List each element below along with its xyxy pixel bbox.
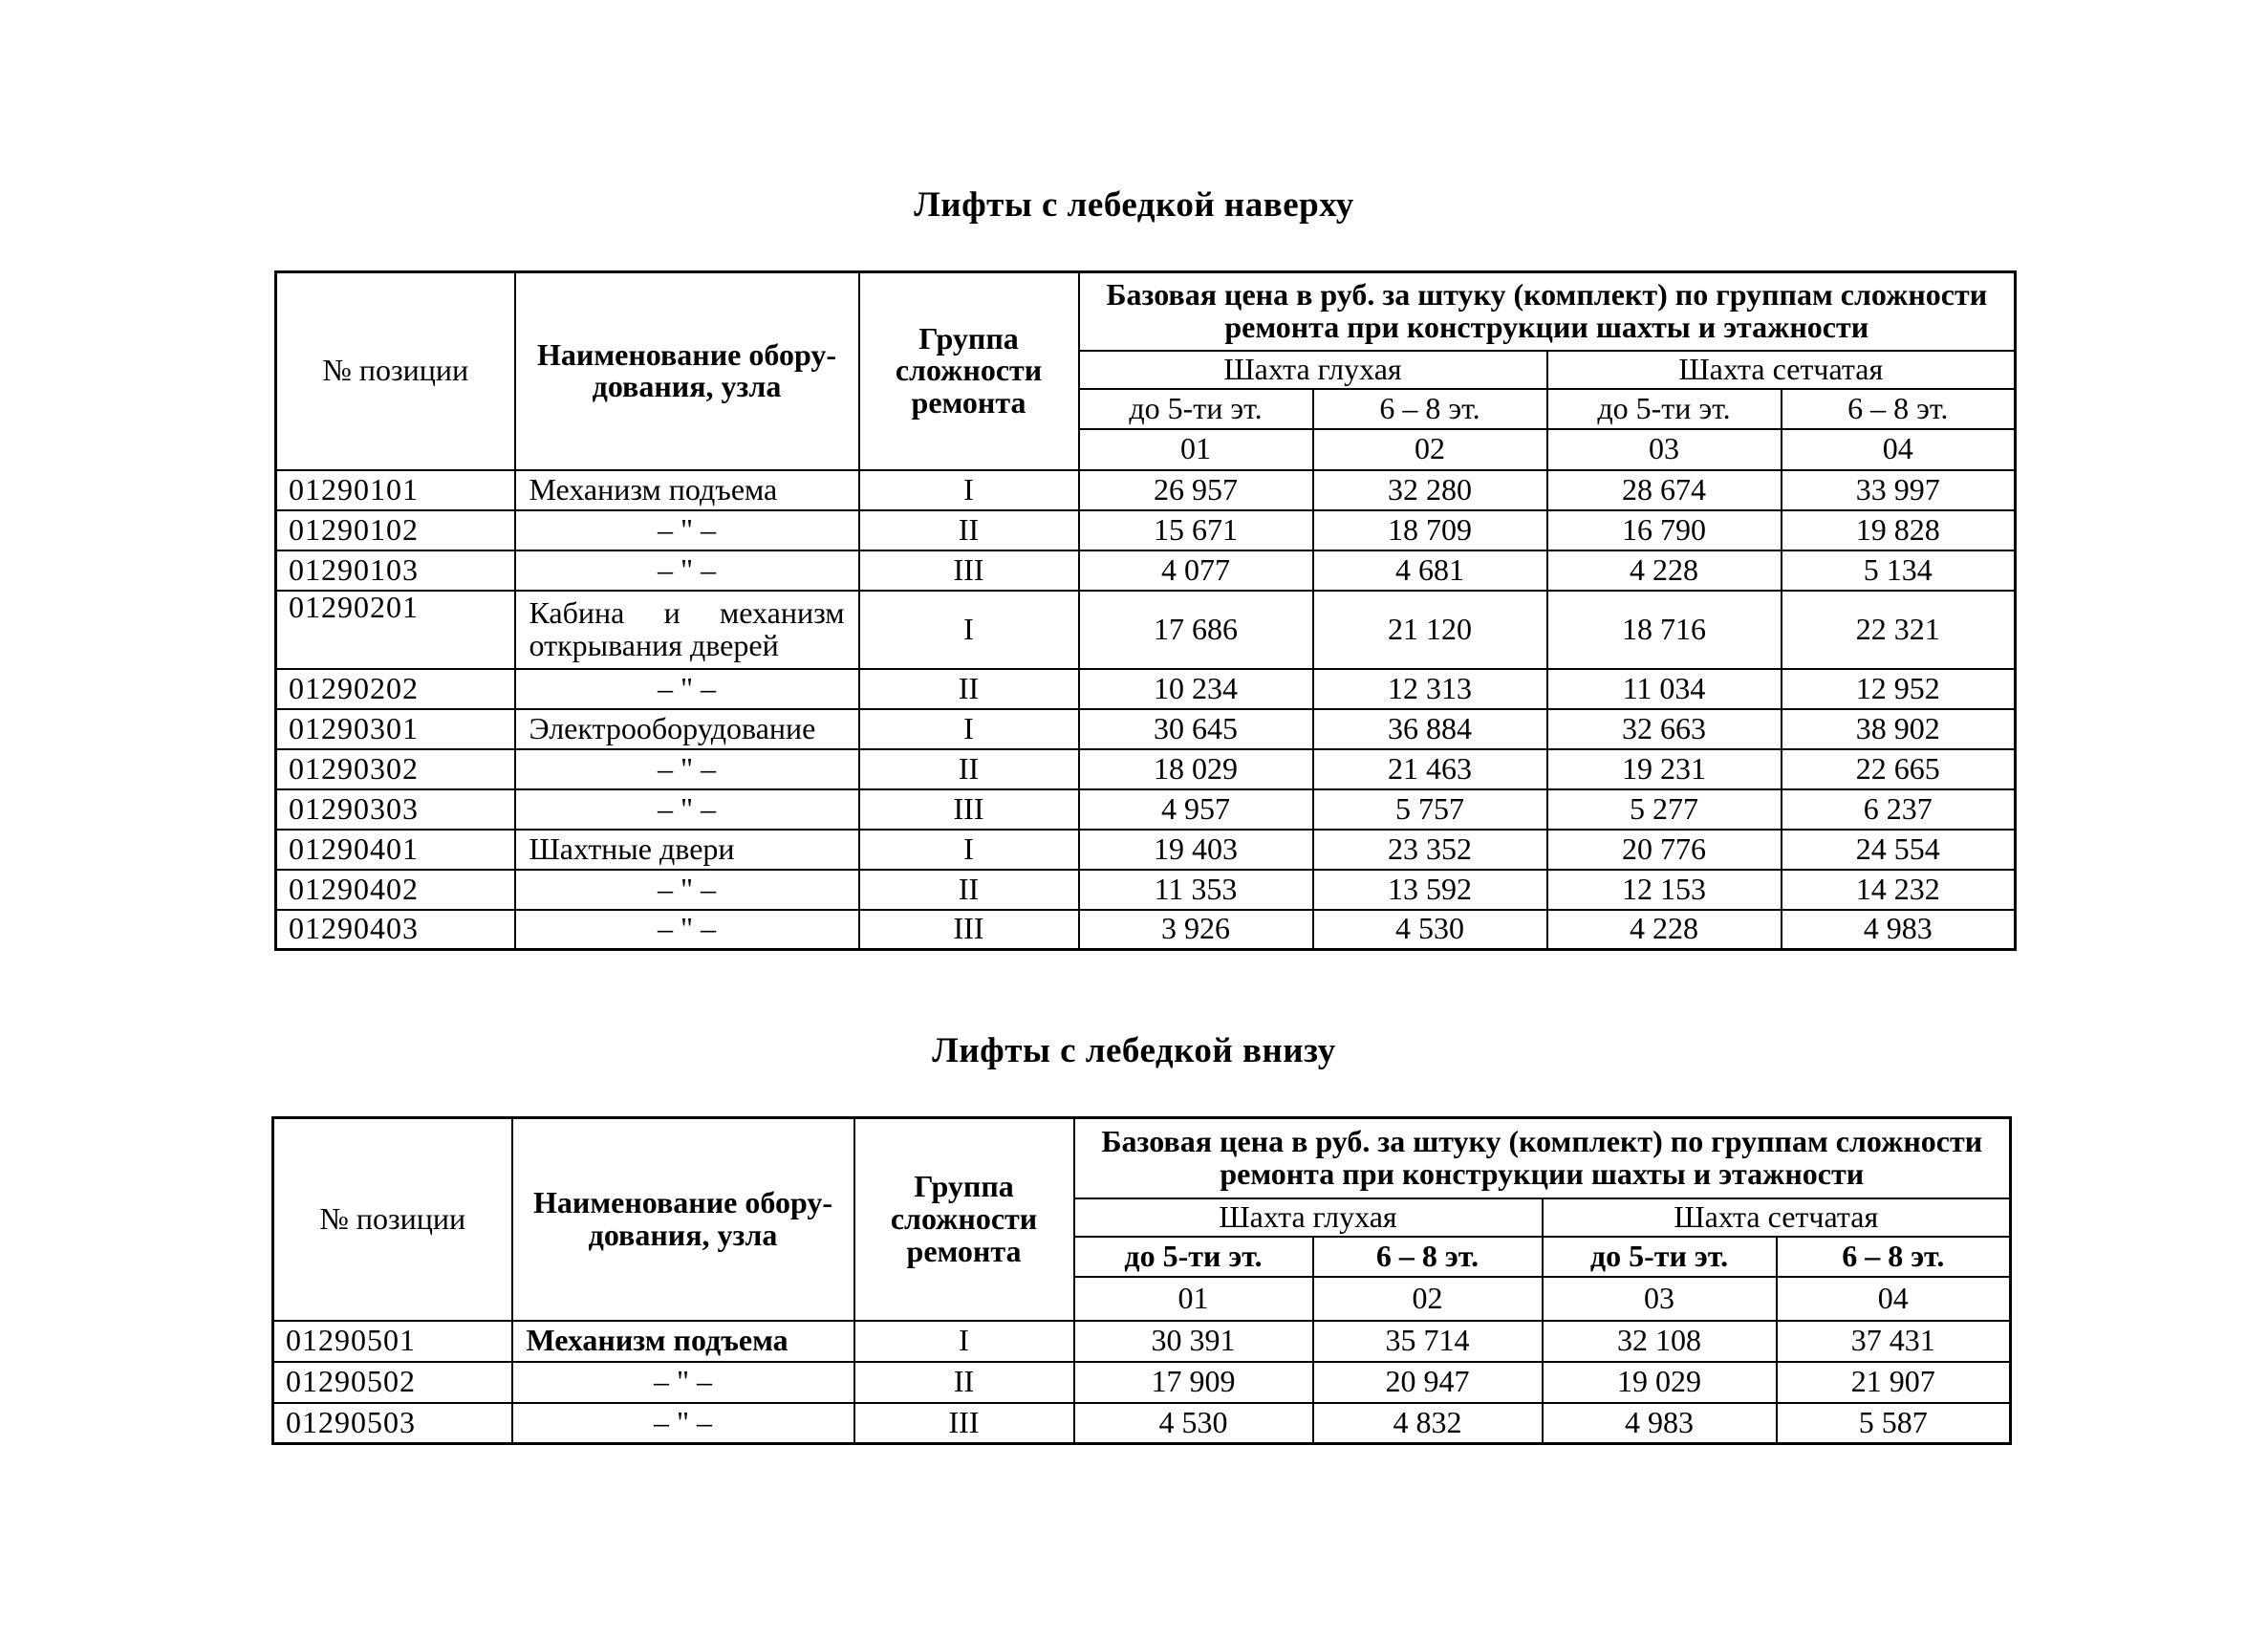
header-position: № позиции	[273, 1118, 512, 1321]
equipment-name: Электрооборудование	[515, 709, 859, 749]
header-column-code: 02	[1313, 1277, 1543, 1321]
header-column-code: 03	[1547, 429, 1782, 470]
repair-group: I	[859, 470, 1079, 510]
position-code: 01290301	[276, 709, 515, 749]
header-shaft-solid: Шахта глухая	[1079, 351, 1547, 389]
price-cell: 12 952	[1782, 669, 2016, 709]
repair-group: II	[859, 669, 1079, 709]
price-cell: 18 716	[1547, 591, 1782, 669]
price-cell: 4 228	[1547, 550, 1782, 591]
header-floors: 6 – 8 эт.	[1777, 1237, 2011, 1277]
repair-group: II	[854, 1362, 1074, 1403]
header-column-code: 03	[1543, 1277, 1777, 1321]
price-table-top-winch	[274, 270, 2017, 951]
price-cell: 13 592	[1313, 870, 1547, 910]
table-row	[276, 910, 2016, 950]
price-cell: 4 681	[1313, 550, 1547, 591]
price-cell: 21 120	[1313, 591, 1547, 669]
equipment-name: – " –	[515, 910, 859, 950]
price-cell: 32 108	[1543, 1321, 1777, 1362]
table-row	[276, 830, 2016, 870]
header-column-code: 01	[1079, 429, 1313, 470]
price-cell: 18 029	[1079, 749, 1313, 789]
header-column-code: 04	[1782, 429, 2016, 470]
repair-group: III	[859, 550, 1079, 591]
repair-group: I	[859, 830, 1079, 870]
position-code: 01290201	[276, 591, 515, 669]
repair-group: II	[859, 870, 1079, 910]
header-floors: 6 – 8 эт.	[1313, 1237, 1543, 1277]
header-column-code: 04	[1777, 1277, 2011, 1321]
price-cell: 4 530	[1074, 1403, 1313, 1444]
equipment-name: Шахтные двери	[515, 830, 859, 870]
equipment-name: Кабина и механизм открывания дверей	[515, 591, 859, 669]
table-row	[276, 749, 2016, 789]
header-repair-group: Группа сложности ремонта	[854, 1118, 1074, 1321]
header-base-price: Базовая цена в руб. за штуку (комплект) по группам сложности ремонта при конструкции шахты и этажности	[1079, 272, 2016, 351]
price-cell: 4 983	[1782, 910, 2016, 950]
price-cell: 32 663	[1547, 709, 1782, 749]
price-cell: 19 029	[1543, 1362, 1777, 1403]
table-row	[276, 470, 2016, 510]
price-cell: 16 790	[1547, 510, 1782, 550]
header-repair-group: Группа сложности ремонта	[859, 272, 1079, 470]
table-row	[276, 709, 2016, 749]
section-title-top-winch: Лифты с лебедкой наверху	[914, 185, 1354, 225]
price-cell: 12 313	[1313, 669, 1547, 709]
price-cell: 33 997	[1782, 470, 2016, 510]
price-cell: 18 709	[1313, 510, 1547, 550]
position-code: 01290503	[273, 1403, 512, 1444]
header-floors: 6 – 8 эт.	[1313, 389, 1547, 429]
header-shaft-solid: Шахта глухая	[1074, 1198, 1543, 1237]
price-cell: 5 757	[1313, 789, 1547, 830]
position-code: 01290502	[273, 1362, 512, 1403]
price-cell: 15 671	[1079, 510, 1313, 550]
equipment-name: – " –	[515, 789, 859, 830]
price-cell: 4 957	[1079, 789, 1313, 830]
price-cell: 3 926	[1079, 910, 1313, 950]
header-floors: до 5-ти эт.	[1547, 389, 1782, 429]
price-cell: 28 674	[1547, 470, 1782, 510]
table-row	[276, 550, 2016, 591]
equipment-name: – " –	[515, 870, 859, 910]
price-cell: 11 034	[1547, 669, 1782, 709]
header-floors: 6 – 8 эт.	[1782, 389, 2016, 429]
price-cell: 17 686	[1079, 591, 1313, 669]
repair-group: III	[859, 910, 1079, 950]
price-cell: 35 714	[1313, 1321, 1543, 1362]
header-equipment-name: Наименование обору-дования, узла	[512, 1118, 854, 1321]
price-cell: 30 645	[1079, 709, 1313, 749]
price-cell: 32 280	[1313, 470, 1547, 510]
equipment-name: – " –	[512, 1403, 854, 1444]
price-cell: 37 431	[1777, 1321, 2011, 1362]
price-cell: 19 403	[1079, 830, 1313, 870]
table-row	[276, 870, 2016, 910]
header-shaft-mesh: Шахта сетчатая	[1547, 351, 2016, 389]
header-shaft-mesh: Шахта сетчатая	[1543, 1198, 2011, 1237]
table-row	[276, 510, 2016, 550]
section-title-bottom-winch: Лифты с лебедкой внизу	[932, 1031, 1336, 1070]
table-row	[273, 1403, 2011, 1444]
repair-group: I	[859, 591, 1079, 669]
price-cell: 4 832	[1313, 1403, 1543, 1444]
equipment-name: – " –	[512, 1362, 854, 1403]
price-cell: 5 134	[1782, 550, 2016, 591]
table-row	[276, 669, 2016, 709]
repair-group: III	[859, 789, 1079, 830]
price-cell: 10 234	[1079, 669, 1313, 709]
price-cell: 20 776	[1547, 830, 1782, 870]
repair-group: II	[859, 749, 1079, 789]
header-base-price: Базовая цена в руб. за штуку (комплект) по группам сложности ремонта при конструкции шахты и этажности	[1074, 1118, 2011, 1198]
equipment-name: – " –	[515, 510, 859, 550]
price-cell: 20 947	[1313, 1362, 1543, 1403]
repair-group: II	[859, 510, 1079, 550]
equipment-name: Механизм подъема	[515, 470, 859, 510]
price-cell: 22 665	[1782, 749, 2016, 789]
header-column-code: 02	[1313, 429, 1547, 470]
position-code: 01290401	[276, 830, 515, 870]
price-cell: 5 277	[1547, 789, 1782, 830]
position-code: 01290103	[276, 550, 515, 591]
price-cell: 5 587	[1777, 1403, 2011, 1444]
price-cell: 30 391	[1074, 1321, 1313, 1362]
repair-group: I	[859, 709, 1079, 749]
table-row	[276, 591, 2016, 669]
position-code: 01290302	[276, 749, 515, 789]
price-cell: 24 554	[1782, 830, 2016, 870]
header-position: № позиции	[276, 272, 515, 470]
position-code: 01290101	[276, 470, 515, 510]
position-code: 01290303	[276, 789, 515, 830]
price-cell: 21 463	[1313, 749, 1547, 789]
table-row	[276, 789, 2016, 830]
price-cell: 26 957	[1079, 470, 1313, 510]
position-code: 01290202	[276, 669, 515, 709]
header-floors: до 5-ти эт.	[1074, 1237, 1313, 1277]
price-cell: 4 983	[1543, 1403, 1777, 1444]
equipment-name: Механизм подъема	[512, 1321, 854, 1362]
table-row	[273, 1321, 2011, 1362]
price-cell: 17 909	[1074, 1362, 1313, 1403]
price-cell: 23 352	[1313, 830, 1547, 870]
header-floors: до 5-ти эт.	[1079, 389, 1313, 429]
price-cell: 36 884	[1313, 709, 1547, 749]
price-cell: 19 828	[1782, 510, 2016, 550]
price-cell: 4 077	[1079, 550, 1313, 591]
price-cell: 14 232	[1782, 870, 2016, 910]
price-table-bottom-winch	[271, 1116, 2012, 1445]
repair-group: I	[854, 1321, 1074, 1362]
position-code: 01290402	[276, 870, 515, 910]
equipment-name: – " –	[515, 669, 859, 709]
position-code: 01290501	[273, 1321, 512, 1362]
price-cell: 38 902	[1782, 709, 2016, 749]
price-cell: 19 231	[1547, 749, 1782, 789]
equipment-name: – " –	[515, 749, 859, 789]
price-cell: 6 237	[1782, 789, 2016, 830]
price-cell: 11 353	[1079, 870, 1313, 910]
price-cell: 21 907	[1777, 1362, 2011, 1403]
equipment-name: – " –	[515, 550, 859, 591]
repair-group: III	[854, 1403, 1074, 1444]
header-floors: до 5-ти эт.	[1543, 1237, 1777, 1277]
position-code: 01290102	[276, 510, 515, 550]
table-row	[273, 1362, 2011, 1403]
header-equipment-name: Наименование обору-дования, узла	[515, 272, 859, 470]
price-cell: 4 228	[1547, 910, 1782, 950]
price-cell: 22 321	[1782, 591, 2016, 669]
price-cell: 4 530	[1313, 910, 1547, 950]
position-code: 01290403	[276, 910, 515, 950]
header-column-code: 01	[1074, 1277, 1313, 1321]
price-cell: 12 153	[1547, 870, 1782, 910]
